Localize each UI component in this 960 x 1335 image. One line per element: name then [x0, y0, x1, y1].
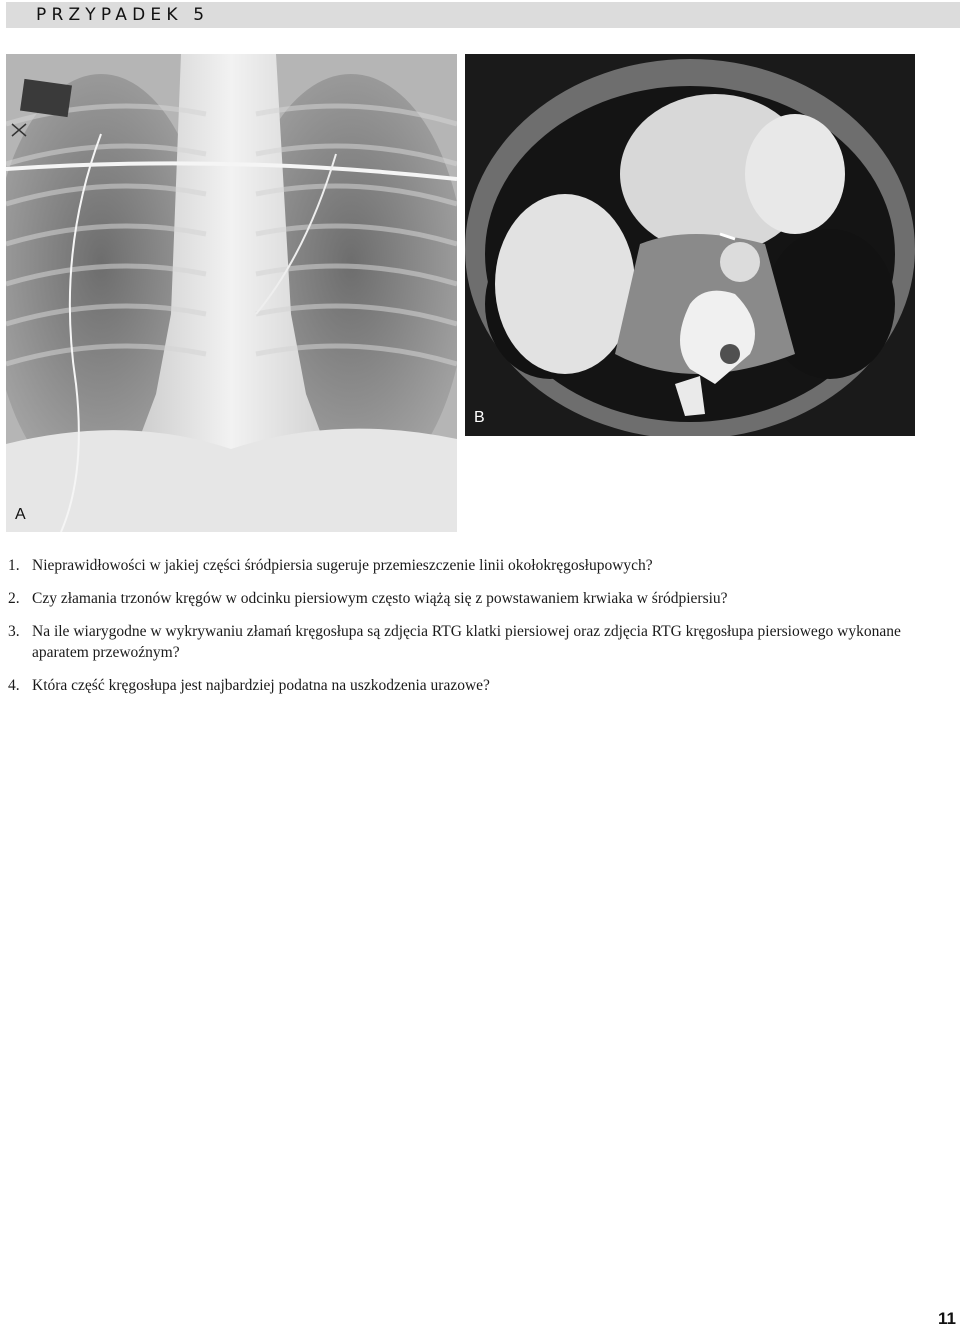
- question-number: 3.: [8, 623, 20, 640]
- question-number: 1.: [8, 557, 20, 574]
- question-item: [8, 621, 960, 663]
- question-list: [8, 555, 960, 708]
- question-number: 2.: [8, 590, 20, 607]
- header-bar: [6, 2, 960, 28]
- question-text: Nieprawidłowości w jakiej części śródpiersia sugeruje przemieszczenie linii okołokręgosłupowych?: [32, 557, 653, 574]
- figure-a-label: A: [15, 506, 26, 523]
- chest-xray-image: [6, 54, 457, 532]
- figure-b-ct-scan: [465, 54, 915, 436]
- question-item: [8, 675, 960, 696]
- figure-a-chest-xray: [6, 54, 457, 532]
- question-text: Czy złamania trzonów kręgów w odcinku piersiowym często wiążą się z powstawaniem krwiaka w śródpiersiu?: [32, 590, 728, 607]
- ct-scan-image: [465, 54, 915, 436]
- question-text: Na ile wiarygodne w wykrywaniu złamań kręgosłupa są zdjęcia RTG klatki piersiowej oraz zdjęcia RTG kręgosłupa piersiowego wykonane aparatem przewoźnym?: [32, 623, 901, 661]
- page-number: 11: [938, 1309, 956, 1328]
- question-item: [8, 588, 960, 609]
- question-item: [8, 555, 960, 576]
- question-text: Która część kręgosłupa jest najbardziej podatna na uszkodzenia urazowe?: [32, 677, 490, 694]
- case-title: PRZYPADEK 5: [36, 5, 210, 25]
- question-number: 4.: [8, 677, 20, 694]
- figure-b-label: B: [474, 409, 485, 426]
